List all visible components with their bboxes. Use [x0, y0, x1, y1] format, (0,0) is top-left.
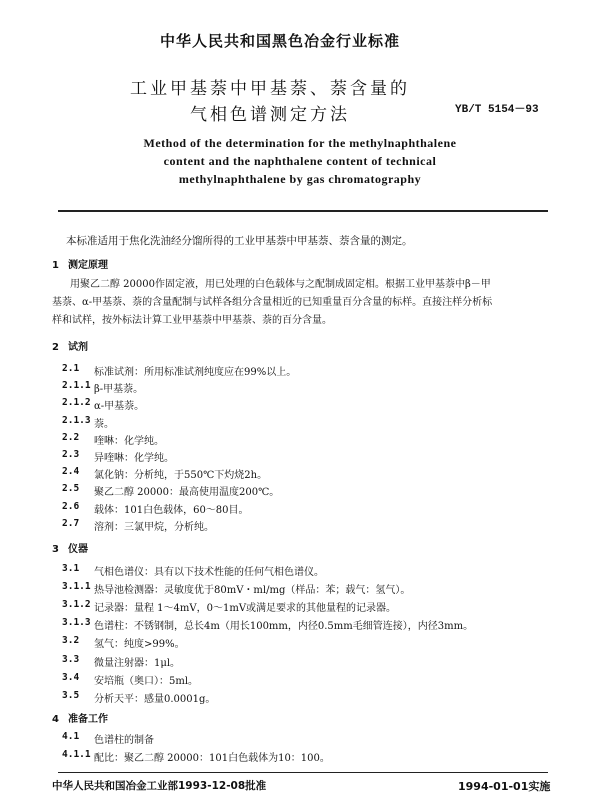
numbered-item [62, 690, 542, 704]
item-number: 3.1.3 [62, 617, 91, 629]
item-text: 气相色谱仪：具有以下技术性能的任何气相色谱仪。 [94, 567, 324, 578]
item-number: 4.1 [62, 731, 80, 742]
numbered-item [62, 518, 542, 532]
english-title-line-3: methylnaphthalene by gas chromatography [178, 172, 422, 186]
section-number: 3 [52, 544, 59, 555]
chinese-title-line-1: 工业甲基萘中甲基萘、萘含量的 [130, 79, 410, 99]
section-4-heading [52, 710, 108, 725]
standard-number: YB/T 5154－93 [455, 104, 539, 116]
item-text: 安培瓶（奥口）：5ml。 [94, 675, 199, 687]
numbered-item [62, 483, 542, 497]
section-title: 仪器 [68, 544, 88, 555]
item-number: 2.6 [62, 500, 80, 512]
section-number: 1 [52, 260, 59, 271]
numbered-item [62, 415, 542, 429]
numbered-item [62, 363, 542, 377]
item-number: 2.1 [62, 363, 80, 374]
item-text: 异喹啉：化学纯。 [94, 453, 174, 464]
item-number: 2.4 [62, 466, 80, 478]
item-number: 3.2 [62, 635, 80, 647]
item-number: 3.1 [62, 563, 80, 574]
item-text: 氯化钠：分析纯，于550℃下灼烧2h。 [94, 470, 268, 482]
section-title: 测定原理 [68, 260, 108, 271]
item-text: 配比：聚乙二醇 20000：101白色载体为10：100。 [94, 753, 330, 764]
numbered-item [62, 466, 542, 480]
section-title: 试剂 [68, 342, 88, 353]
item-number: 4.1.1 [62, 749, 91, 760]
item-text: 载体：101白色载体，60～80目。 [94, 504, 249, 516]
numbered-item [62, 749, 542, 763]
item-number: 3.1.1 [62, 581, 91, 593]
item-text: 微量注射器：1μl。 [94, 657, 181, 669]
issuing-header: 中华人民共和国黑色冶金行业标准 [159, 32, 400, 50]
item-number: 2.1.3 [62, 414, 91, 426]
item-text: 氢气：纯度>99%。 [94, 639, 185, 651]
implementation-note: 1994-01-01实施 [458, 780, 551, 793]
numbered-item [62, 380, 542, 394]
numbered-item [62, 397, 542, 411]
item-number: 3.1.2 [62, 599, 91, 611]
numbered-item [62, 501, 542, 515]
item-number: 2.3 [62, 449, 80, 460]
numbered-item [62, 563, 542, 577]
section-title: 准备工作 [68, 714, 108, 725]
numbered-item [62, 654, 542, 668]
approval-note: 中华人民共和国冶金工业部1993-12-08批准 [52, 780, 267, 792]
item-number: 2.1.2 [62, 397, 91, 409]
chinese-title-line-2: 气相色谱测定方法 [190, 105, 350, 125]
item-number: 2.5 [62, 483, 80, 495]
item-text: 聚乙二醇 20000：最高使用温度200℃。 [94, 487, 280, 499]
numbered-item [62, 449, 542, 463]
scope-text: 本标准适用于焦化洗油经分馏所得的工业甲基萘中甲基萘、萘含量的测定。 [66, 235, 413, 247]
numbered-item [62, 432, 542, 446]
item-text: 分析天平：感量0.0001g。 [94, 693, 216, 705]
item-number: 2.2 [62, 431, 80, 443]
item-number: 3.3 [62, 653, 80, 665]
item-text: β-甲基萘。 [94, 384, 144, 396]
numbered-item [62, 731, 542, 745]
section-1-heading [52, 256, 108, 271]
english-title-line-2: content and the naphthalene content of technical [163, 154, 437, 168]
section-number: 4 [52, 714, 59, 725]
numbered-item [62, 581, 542, 595]
principle-line-1: 用聚乙二醇 20000作固定液，用已处理的白色载体与之配制成固定相。根据工业甲基萘中β－甲 [70, 279, 491, 290]
item-text: 溶剂：三氯甲烷，分析纯。 [94, 521, 214, 533]
item-text: 热导池检测器：灵敏度优于80mV・ml/mg（样品：苯；载气：氢气）。 [94, 585, 411, 597]
item-number: 2.7 [62, 517, 80, 529]
numbered-item [62, 635, 542, 649]
section-3-heading [52, 540, 88, 555]
section-number: 2 [52, 342, 59, 353]
principle-line-2: 基萘、α-甲基萘、萘的含量配制与试样各组分含量相近的已知重量百分含量的标样。直接注样分析标 [52, 297, 493, 308]
item-text: 色谱柱的制备 [94, 735, 154, 746]
section-2-heading [52, 338, 88, 353]
item-text: α-甲基萘。 [94, 401, 145, 413]
item-text: 色谱柱：不锈钢制，总长4m（用长100mm，内径0.5mm毛细管连接），内径3mm。 [94, 621, 474, 633]
english-title-line-1: Method of the determination for the methylnaphthalene [143, 136, 457, 150]
principle-line-3: 样和试样，按外标法计算工业甲基萘中甲基萘、萘的百分含量。 [52, 315, 332, 326]
numbered-item [62, 672, 542, 686]
item-text: 喹啉：化学纯。 [94, 435, 164, 447]
item-number: 2.1.1 [62, 380, 91, 392]
numbered-item [62, 599, 542, 613]
item-number: 3.5 [62, 689, 80, 701]
item-text: 记录器：量程 1～4mV，0～1mV或满足要求的其他量程的记录器。 [94, 603, 397, 615]
item-number: 3.4 [62, 671, 80, 683]
item-text: 标准试剂：所用标准试剂纯度应在99%以上。 [94, 367, 297, 378]
footer-divider [58, 772, 548, 773]
item-text: 萘。 [94, 418, 114, 430]
numbered-item [62, 617, 542, 631]
title-divider [58, 210, 548, 212]
